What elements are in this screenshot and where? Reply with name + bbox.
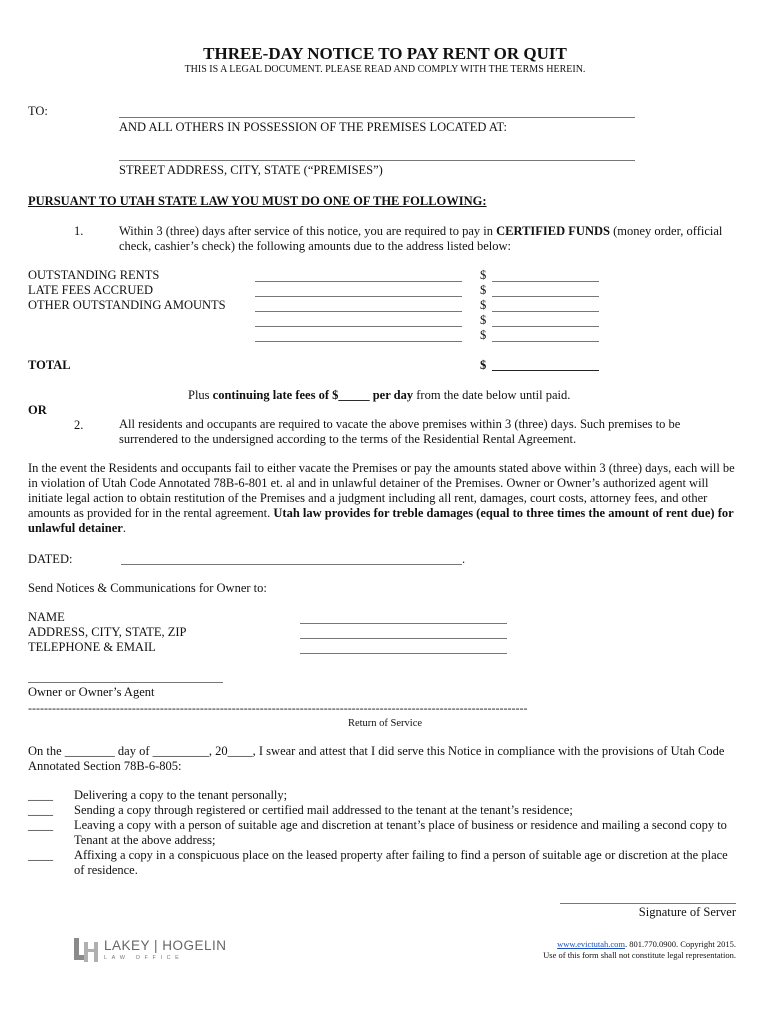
- total-label: TOTAL: [28, 358, 71, 372]
- amount-dollar-sign: $: [480, 268, 487, 282]
- service-method-text: Sending a copy through registered or certified mail addressed to the tenant at the tenant’s residence;: [74, 803, 573, 817]
- service-checkbox-blank[interactable]: ____: [28, 788, 53, 802]
- logo-subtitle: LAW OFFICE: [104, 955, 184, 961]
- premises-address-line[interactable]: [119, 160, 635, 161]
- amount-description-line[interactable]: [255, 296, 462, 297]
- service-checkbox-blank[interactable]: ____: [28, 848, 53, 862]
- service-checkbox-blank[interactable]: ____: [28, 818, 53, 832]
- amount-value-line[interactable]: [492, 326, 599, 327]
- logo-name: LAKEY | HOGELIN: [104, 938, 227, 953]
- total-amount-line[interactable]: [492, 370, 599, 371]
- to-line1: AND ALL OTHERS IN POSSESSION OF THE PREMISES LOCATED AT:: [119, 120, 507, 134]
- item1-number: 1.: [74, 224, 84, 238]
- late-fees-line: Plus continuing late fees of $_____ per day from the date below until paid.: [188, 388, 571, 402]
- total-dollar: $: [480, 358, 487, 372]
- amount-value-line[interactable]: [492, 281, 599, 282]
- document-title: THREE-DAY NOTICE TO PAY RENT OR QUIT: [203, 44, 567, 63]
- footer-website-link[interactable]: www.evictutah.com: [557, 939, 626, 949]
- contact-input-line[interactable]: [300, 638, 507, 639]
- item2-number: 2.: [74, 418, 84, 432]
- contact-input-line[interactable]: [300, 623, 507, 624]
- service-checkbox-blank[interactable]: ____: [28, 803, 53, 817]
- to-label: TO:: [28, 104, 48, 118]
- amount-dollar-sign: $: [480, 313, 487, 327]
- sworn-statement: On the ________ day of _________, 20____, I swear and attest that I did serve this Notice in compliance with the provisions of Utah Code Annotated Section 78B-6-805:: [28, 744, 725, 773]
- amount-value-line[interactable]: [492, 341, 599, 342]
- violation-paragraph: In the event the Residents and occupants fail to either vacate the Premises or pay the amounts stated above within 3 (three) days, each will be in violation of Utah Code Annotated 78B-6-801 et. al and in unlawful detainer of the Premises. Owner or Owner’s authorized agent will initiate legal action to obtain restitution of the Premises and a judgment including all rent, damages, court costs, attorney fees, and other amounts as provided for in the rental agreement. Utah law provides for treble damages (equal to three times the amount of rent due) for unlawful detainer.: [28, 461, 735, 535]
- amount-dollar-sign: $: [480, 328, 487, 342]
- amount-description-line[interactable]: [255, 311, 462, 312]
- owner-agent-label: Owner or Owner’s Agent: [28, 685, 155, 699]
- amount-row-label: OUTSTANDING RENTS: [28, 268, 160, 282]
- amount-row-label: OTHER OUTSTANDING AMOUNTS: [28, 298, 226, 312]
- item1-text: Within 3 (three) days after service of this notice, you are required to pay in CERTIFIED FUNDS (money order, official check, cashier’s check) the following amounts due to the address listed below:: [119, 224, 723, 253]
- amount-row-label: LATE FEES ACCRUED: [28, 283, 154, 297]
- amount-value-line[interactable]: [492, 311, 599, 312]
- service-method-text: Leaving a copy with a person of suitable age and discretion at tenant’s place of business or residence and mailing a second copy to Tenant at the above address;: [74, 818, 727, 847]
- law-office-logo-icon: [74, 938, 100, 962]
- service-method-text: Affixing a copy in a conspicuous place on the leased property after failing to find a person of suitable age or discretion at the place of residence.: [74, 848, 728, 877]
- dated-line[interactable]: [121, 564, 462, 565]
- or-label: OR: [28, 403, 47, 417]
- dated-label: DATED:: [28, 552, 73, 566]
- footer-contact: www.evictutah.com. 801.770.0900. Copyright 2015.: [557, 939, 736, 949]
- separator-line: -----------------------------------------------------------------------------------------------------------------------------: [28, 701, 528, 715]
- amount-dollar-sign: $: [480, 298, 487, 312]
- document-subtitle: THIS IS A LEGAL DOCUMENT. PLEASE READ AND COMPLY WITH THE TERMS HEREIN.: [184, 64, 586, 75]
- dated-period: .: [462, 552, 466, 566]
- amount-value-line[interactable]: [492, 296, 599, 297]
- server-signature-line[interactable]: [560, 903, 736, 904]
- owner-signature-line[interactable]: [28, 682, 223, 683]
- contact-row-label: TELEPHONE & EMAIL: [28, 640, 156, 654]
- server-signature-label: Signature of Server: [638, 905, 736, 919]
- send-notices-label: Send Notices & Communications for Owner to:: [28, 581, 267, 595]
- amount-description-line[interactable]: [255, 326, 462, 327]
- pursuant-heading: PURSUANT TO UTAH STATE LAW YOU MUST DO ONE OF THE FOLLOWING:: [28, 194, 487, 208]
- service-method-text: Delivering a copy to the tenant personally;: [74, 788, 288, 802]
- amount-description-line[interactable]: [255, 281, 462, 282]
- to-name-line[interactable]: [119, 117, 635, 118]
- return-of-service-heading: Return of Service: [347, 718, 423, 729]
- contact-row-label: ADDRESS, CITY, STATE, ZIP: [28, 625, 187, 639]
- contact-row-label: NAME: [28, 610, 65, 624]
- item2-text: All residents and occupants are required to vacate the above premises within 3 (three) days. Such premises to be surrendered to the undersigned according to the terms of the Residential Rental Agreement.: [119, 417, 681, 446]
- to-line2: STREET ADDRESS, CITY, STATE (“PREMISES”): [119, 163, 383, 177]
- contact-input-line[interactable]: [300, 653, 507, 654]
- footer-disclaimer: Use of this form shall not constitute legal representation.: [543, 950, 736, 960]
- amount-dollar-sign: $: [480, 283, 487, 297]
- amount-description-line[interactable]: [255, 341, 462, 342]
